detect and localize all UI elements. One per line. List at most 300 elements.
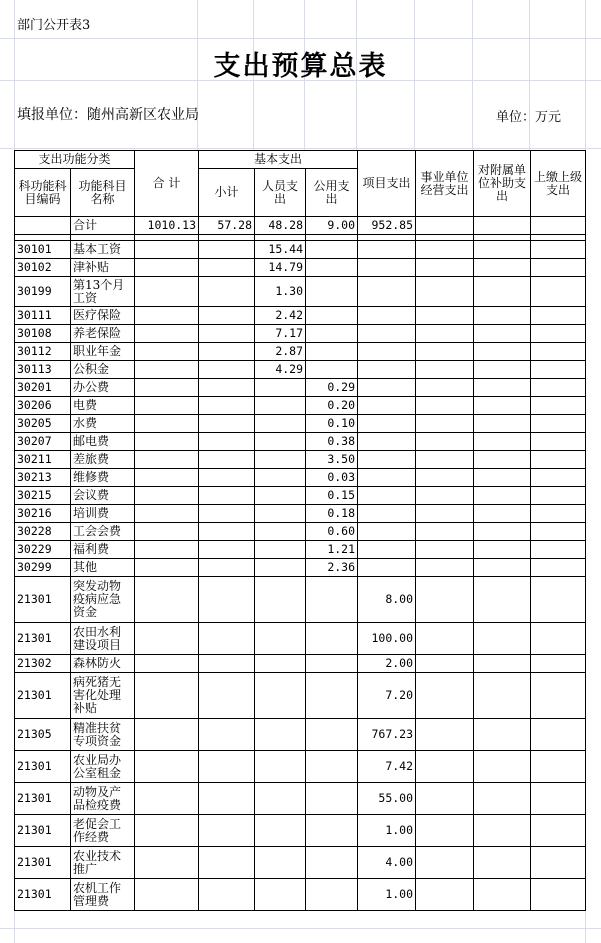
row-project xyxy=(358,397,416,415)
row-project xyxy=(358,523,416,541)
row-name: 动物及产品检疫费 xyxy=(71,783,135,815)
table-row xyxy=(15,469,586,487)
row-public xyxy=(306,815,358,847)
row-project xyxy=(358,541,416,559)
table-row xyxy=(15,397,586,415)
row-subtotal xyxy=(199,541,255,559)
row-subtotal xyxy=(199,505,255,523)
row-subsidy xyxy=(474,361,531,379)
row-subtotal xyxy=(199,623,255,655)
row-subsidy xyxy=(474,259,531,277)
row-code: 30201 xyxy=(15,379,71,397)
row-personnel: 15.44 xyxy=(255,241,306,259)
row-remit xyxy=(531,541,586,559)
row-subsidy xyxy=(474,277,531,307)
total-project: 952.85 xyxy=(358,217,416,235)
row-business xyxy=(416,469,474,487)
row-subsidy xyxy=(474,577,531,623)
row-name: 基本工资 xyxy=(71,241,135,259)
row-remit xyxy=(531,783,586,815)
total-row xyxy=(15,217,586,235)
row-public xyxy=(306,783,358,815)
row-public xyxy=(306,719,358,751)
row-business xyxy=(416,415,474,433)
row-name: 工会会费 xyxy=(71,523,135,541)
row-remit xyxy=(531,577,586,623)
table-row xyxy=(15,815,586,847)
row-subtotal xyxy=(199,307,255,325)
row-project xyxy=(358,415,416,433)
row-subtotal xyxy=(199,879,255,911)
row-business xyxy=(416,307,474,325)
total-subtotal: 57.28 xyxy=(199,217,255,235)
row-project xyxy=(358,361,416,379)
page-title: 支出预算总表 xyxy=(213,51,388,82)
row-name: 其他 xyxy=(71,559,135,577)
row-public: 2.36 xyxy=(306,559,358,577)
row-remit xyxy=(531,505,586,523)
row-name: 邮电费 xyxy=(71,433,135,451)
row-total xyxy=(135,559,199,577)
row-code: 21301 xyxy=(15,879,71,911)
row-project: 4.00 xyxy=(358,847,416,879)
table-row xyxy=(15,505,586,523)
row-subsidy xyxy=(474,325,531,343)
row-subsidy xyxy=(474,559,531,577)
row-name: 第13个月工资 xyxy=(71,277,135,307)
row-remit xyxy=(531,655,586,673)
row-code: 30113 xyxy=(15,361,71,379)
row-subtotal xyxy=(199,343,255,361)
row-subsidy xyxy=(474,523,531,541)
row-subtotal xyxy=(199,325,255,343)
row-subtotal xyxy=(199,277,255,307)
row-personnel xyxy=(255,379,306,397)
row-personnel xyxy=(255,673,306,719)
row-business xyxy=(416,397,474,415)
row-subtotal xyxy=(199,559,255,577)
row-business xyxy=(416,623,474,655)
header-subtotal: 小计 xyxy=(199,169,255,217)
budget-table xyxy=(14,150,586,911)
header-project: 项目支出 xyxy=(358,151,416,217)
row-public xyxy=(306,847,358,879)
row-subtotal xyxy=(199,815,255,847)
row-total xyxy=(135,655,199,673)
row-name: 会议费 xyxy=(71,487,135,505)
row-personnel xyxy=(255,487,306,505)
row-name: 维修费 xyxy=(71,469,135,487)
row-business xyxy=(416,719,474,751)
header-public: 公用支出 xyxy=(306,169,358,217)
row-code: 30229 xyxy=(15,541,71,559)
row-subsidy xyxy=(474,487,531,505)
row-subsidy xyxy=(474,815,531,847)
row-business xyxy=(416,847,474,879)
total-value: 1010.13 xyxy=(135,217,199,235)
row-public xyxy=(306,879,358,911)
row-public: 0.29 xyxy=(306,379,358,397)
header-personnel: 人员支出 xyxy=(255,169,306,217)
row-subsidy xyxy=(474,623,531,655)
row-business xyxy=(416,487,474,505)
row-code: 21301 xyxy=(15,783,71,815)
row-code: 21301 xyxy=(15,815,71,847)
row-business xyxy=(416,879,474,911)
row-public: 0.38 xyxy=(306,433,358,451)
table-row xyxy=(15,541,586,559)
row-business xyxy=(416,451,474,469)
row-name: 病死猪无害化处理补贴 xyxy=(71,673,135,719)
table-row xyxy=(15,451,586,469)
row-code: 30102 xyxy=(15,259,71,277)
row-code: 21302 xyxy=(15,655,71,673)
row-business xyxy=(416,361,474,379)
row-project xyxy=(358,451,416,469)
row-total xyxy=(135,259,199,277)
row-project xyxy=(358,259,416,277)
row-subtotal xyxy=(199,577,255,623)
row-remit xyxy=(531,433,586,451)
header-row-1 xyxy=(15,151,586,169)
row-code: 30205 xyxy=(15,415,71,433)
row-project: 55.00 xyxy=(358,783,416,815)
row-personnel xyxy=(255,623,306,655)
row-code: 30216 xyxy=(15,505,71,523)
row-subsidy xyxy=(474,505,531,523)
row-project: 7.42 xyxy=(358,751,416,783)
row-remit xyxy=(531,673,586,719)
table-row xyxy=(15,751,586,783)
row-total xyxy=(135,783,199,815)
table-row xyxy=(15,719,586,751)
row-total xyxy=(135,343,199,361)
row-total xyxy=(135,277,199,307)
row-name: 养老保险 xyxy=(71,325,135,343)
row-remit xyxy=(531,325,586,343)
row-subsidy xyxy=(474,541,531,559)
row-subtotal xyxy=(199,719,255,751)
row-name: 农业技术推广 xyxy=(71,847,135,879)
row-code: 21301 xyxy=(15,673,71,719)
row-business xyxy=(416,325,474,343)
row-total xyxy=(135,451,199,469)
row-subtotal xyxy=(199,451,255,469)
row-remit xyxy=(531,847,586,879)
table-row xyxy=(15,307,586,325)
row-project xyxy=(358,487,416,505)
row-subsidy xyxy=(474,433,531,451)
row-personnel xyxy=(255,433,306,451)
row-personnel xyxy=(255,879,306,911)
row-project xyxy=(358,433,416,451)
row-name: 公积金 xyxy=(71,361,135,379)
row-remit xyxy=(531,451,586,469)
row-subsidy xyxy=(474,469,531,487)
row-project xyxy=(358,469,416,487)
currency-unit: 单位：万元 xyxy=(496,110,562,125)
row-public xyxy=(306,655,358,673)
row-total xyxy=(135,815,199,847)
row-remit xyxy=(531,343,586,361)
row-personnel xyxy=(255,751,306,783)
row-project xyxy=(358,325,416,343)
row-remit xyxy=(531,397,586,415)
row-project: 1.00 xyxy=(358,879,416,911)
table-row xyxy=(15,673,586,719)
row-personnel: 2.87 xyxy=(255,343,306,361)
row-project: 7.20 xyxy=(358,673,416,719)
row-subsidy xyxy=(474,397,531,415)
row-code: 30206 xyxy=(15,397,71,415)
row-remit xyxy=(531,719,586,751)
row-public: 0.03 xyxy=(306,469,358,487)
row-project xyxy=(358,505,416,523)
row-project: 8.00 xyxy=(358,577,416,623)
row-business xyxy=(416,505,474,523)
row-total xyxy=(135,241,199,259)
row-subtotal xyxy=(199,487,255,505)
row-personnel xyxy=(255,783,306,815)
row-code: 30299 xyxy=(15,559,71,577)
row-project: 1.00 xyxy=(358,815,416,847)
row-project xyxy=(358,343,416,361)
row-total xyxy=(135,577,199,623)
row-personnel: 4.29 xyxy=(255,361,306,379)
row-subsidy xyxy=(474,847,531,879)
row-project xyxy=(358,277,416,307)
row-business xyxy=(416,241,474,259)
row-total xyxy=(135,751,199,783)
row-total xyxy=(135,719,199,751)
row-public: 0.18 xyxy=(306,505,358,523)
header-business: 事业单位经营支出 xyxy=(416,151,474,217)
row-total xyxy=(135,505,199,523)
row-code: 30199 xyxy=(15,277,71,307)
row-subtotal xyxy=(199,259,255,277)
row-project: 2.00 xyxy=(358,655,416,673)
total-personnel: 48.28 xyxy=(255,217,306,235)
row-subsidy xyxy=(474,307,531,325)
row-total xyxy=(135,397,199,415)
row-business xyxy=(416,277,474,307)
row-subtotal xyxy=(199,415,255,433)
row-remit xyxy=(531,815,586,847)
header-basic: 基本支出 xyxy=(199,151,358,169)
row-remit xyxy=(531,361,586,379)
row-business xyxy=(416,815,474,847)
row-total xyxy=(135,623,199,655)
row-remit xyxy=(531,751,586,783)
row-total xyxy=(135,433,199,451)
row-total xyxy=(135,415,199,433)
row-remit xyxy=(531,469,586,487)
row-public: 1.21 xyxy=(306,541,358,559)
table-row xyxy=(15,343,586,361)
row-personnel xyxy=(255,469,306,487)
row-personnel xyxy=(255,815,306,847)
row-remit xyxy=(531,379,586,397)
row-business xyxy=(416,379,474,397)
row-total xyxy=(135,487,199,505)
row-name: 电费 xyxy=(71,397,135,415)
row-name: 突发动物疫病应急资金 xyxy=(71,577,135,623)
row-remit xyxy=(531,415,586,433)
row-business xyxy=(416,577,474,623)
row-code: 30112 xyxy=(15,343,71,361)
header-func-class: 支出功能分类 xyxy=(15,151,135,169)
row-subsidy xyxy=(474,655,531,673)
table-row xyxy=(15,577,586,623)
row-subsidy xyxy=(474,415,531,433)
row-code: 21305 xyxy=(15,719,71,751)
row-public xyxy=(306,577,358,623)
header-code: 科功能科目编码 xyxy=(15,169,71,217)
table-row xyxy=(15,655,586,673)
table-row xyxy=(15,379,586,397)
row-code: 30108 xyxy=(15,325,71,343)
row-code: 30207 xyxy=(15,433,71,451)
row-name: 医疗保险 xyxy=(71,307,135,325)
row-name: 农机工作管理费 xyxy=(71,879,135,911)
row-subtotal xyxy=(199,397,255,415)
row-total xyxy=(135,541,199,559)
row-personnel: 2.42 xyxy=(255,307,306,325)
table-row xyxy=(15,879,586,911)
table-row xyxy=(15,847,586,879)
row-subsidy xyxy=(474,783,531,815)
row-subsidy xyxy=(474,751,531,783)
header-total: 合 计 xyxy=(135,151,199,217)
row-remit xyxy=(531,559,586,577)
row-name: 职业年金 xyxy=(71,343,135,361)
row-project xyxy=(358,379,416,397)
row-name: 农业局办公室租金 xyxy=(71,751,135,783)
row-public: 0.20 xyxy=(306,397,358,415)
row-name: 办公费 xyxy=(71,379,135,397)
row-business xyxy=(416,259,474,277)
row-subtotal xyxy=(199,523,255,541)
row-personnel xyxy=(255,577,306,623)
row-public xyxy=(306,307,358,325)
row-remit xyxy=(531,623,586,655)
row-subtotal xyxy=(199,655,255,673)
fill-unit: 填报单位：随州高新区农业局 xyxy=(17,107,199,123)
row-public: 0.15 xyxy=(306,487,358,505)
row-public: 0.10 xyxy=(306,415,358,433)
row-name: 农田水利建设项目 xyxy=(71,623,135,655)
row-total xyxy=(135,847,199,879)
row-code: 30101 xyxy=(15,241,71,259)
row-remit xyxy=(531,277,586,307)
table-row xyxy=(15,325,586,343)
sheet-label: 部门公开表3 xyxy=(17,18,91,33)
table-row xyxy=(15,523,586,541)
header-remit: 上缴上级支出 xyxy=(531,151,586,217)
row-code: 21301 xyxy=(15,751,71,783)
row-business xyxy=(416,751,474,783)
row-subsidy xyxy=(474,451,531,469)
row-name: 福利费 xyxy=(71,541,135,559)
row-remit xyxy=(531,487,586,505)
row-code: 30228 xyxy=(15,523,71,541)
row-subsidy xyxy=(474,379,531,397)
row-public xyxy=(306,343,358,361)
row-remit xyxy=(531,523,586,541)
row-personnel: 1.30 xyxy=(255,277,306,307)
row-subtotal xyxy=(199,469,255,487)
row-business xyxy=(416,433,474,451)
row-subtotal xyxy=(199,241,255,259)
row-personnel xyxy=(255,397,306,415)
row-business xyxy=(416,559,474,577)
row-subsidy xyxy=(474,673,531,719)
row-personnel xyxy=(255,719,306,751)
row-remit xyxy=(531,241,586,259)
table-row xyxy=(15,559,586,577)
total-label: 合计 xyxy=(71,217,135,235)
table-row xyxy=(15,361,586,379)
row-personnel xyxy=(255,505,306,523)
row-business xyxy=(416,523,474,541)
row-subtotal xyxy=(199,361,255,379)
row-personnel xyxy=(255,451,306,469)
row-business xyxy=(416,783,474,815)
row-subtotal xyxy=(199,847,255,879)
row-business xyxy=(416,541,474,559)
row-total xyxy=(135,469,199,487)
row-total xyxy=(135,325,199,343)
data-rows xyxy=(15,241,586,911)
header-subsidy: 对附属单位补助支出 xyxy=(474,151,531,217)
row-project: 100.00 xyxy=(358,623,416,655)
row-code: 30213 xyxy=(15,469,71,487)
row-remit xyxy=(531,259,586,277)
table-row xyxy=(15,487,586,505)
row-code: 30211 xyxy=(15,451,71,469)
row-public xyxy=(306,623,358,655)
row-name: 津补贴 xyxy=(71,259,135,277)
row-project xyxy=(358,307,416,325)
row-business xyxy=(416,673,474,719)
row-subsidy xyxy=(474,879,531,911)
row-project: 767.23 xyxy=(358,719,416,751)
row-personnel xyxy=(255,523,306,541)
row-subsidy xyxy=(474,719,531,751)
row-business xyxy=(416,343,474,361)
row-public xyxy=(306,241,358,259)
row-name: 水费 xyxy=(71,415,135,433)
row-subtotal xyxy=(199,433,255,451)
table-row xyxy=(15,415,586,433)
row-code: 21301 xyxy=(15,847,71,879)
row-public xyxy=(306,325,358,343)
row-total xyxy=(135,523,199,541)
row-project xyxy=(358,559,416,577)
row-name: 老促会工作经费 xyxy=(71,815,135,847)
row-subtotal xyxy=(199,379,255,397)
row-remit xyxy=(531,879,586,911)
row-remit xyxy=(531,307,586,325)
row-personnel: 14.79 xyxy=(255,259,306,277)
row-public xyxy=(306,673,358,719)
row-total xyxy=(135,379,199,397)
table-row xyxy=(15,259,586,277)
row-personnel xyxy=(255,415,306,433)
table-row xyxy=(15,783,586,815)
row-subtotal xyxy=(199,783,255,815)
row-code: 30111 xyxy=(15,307,71,325)
